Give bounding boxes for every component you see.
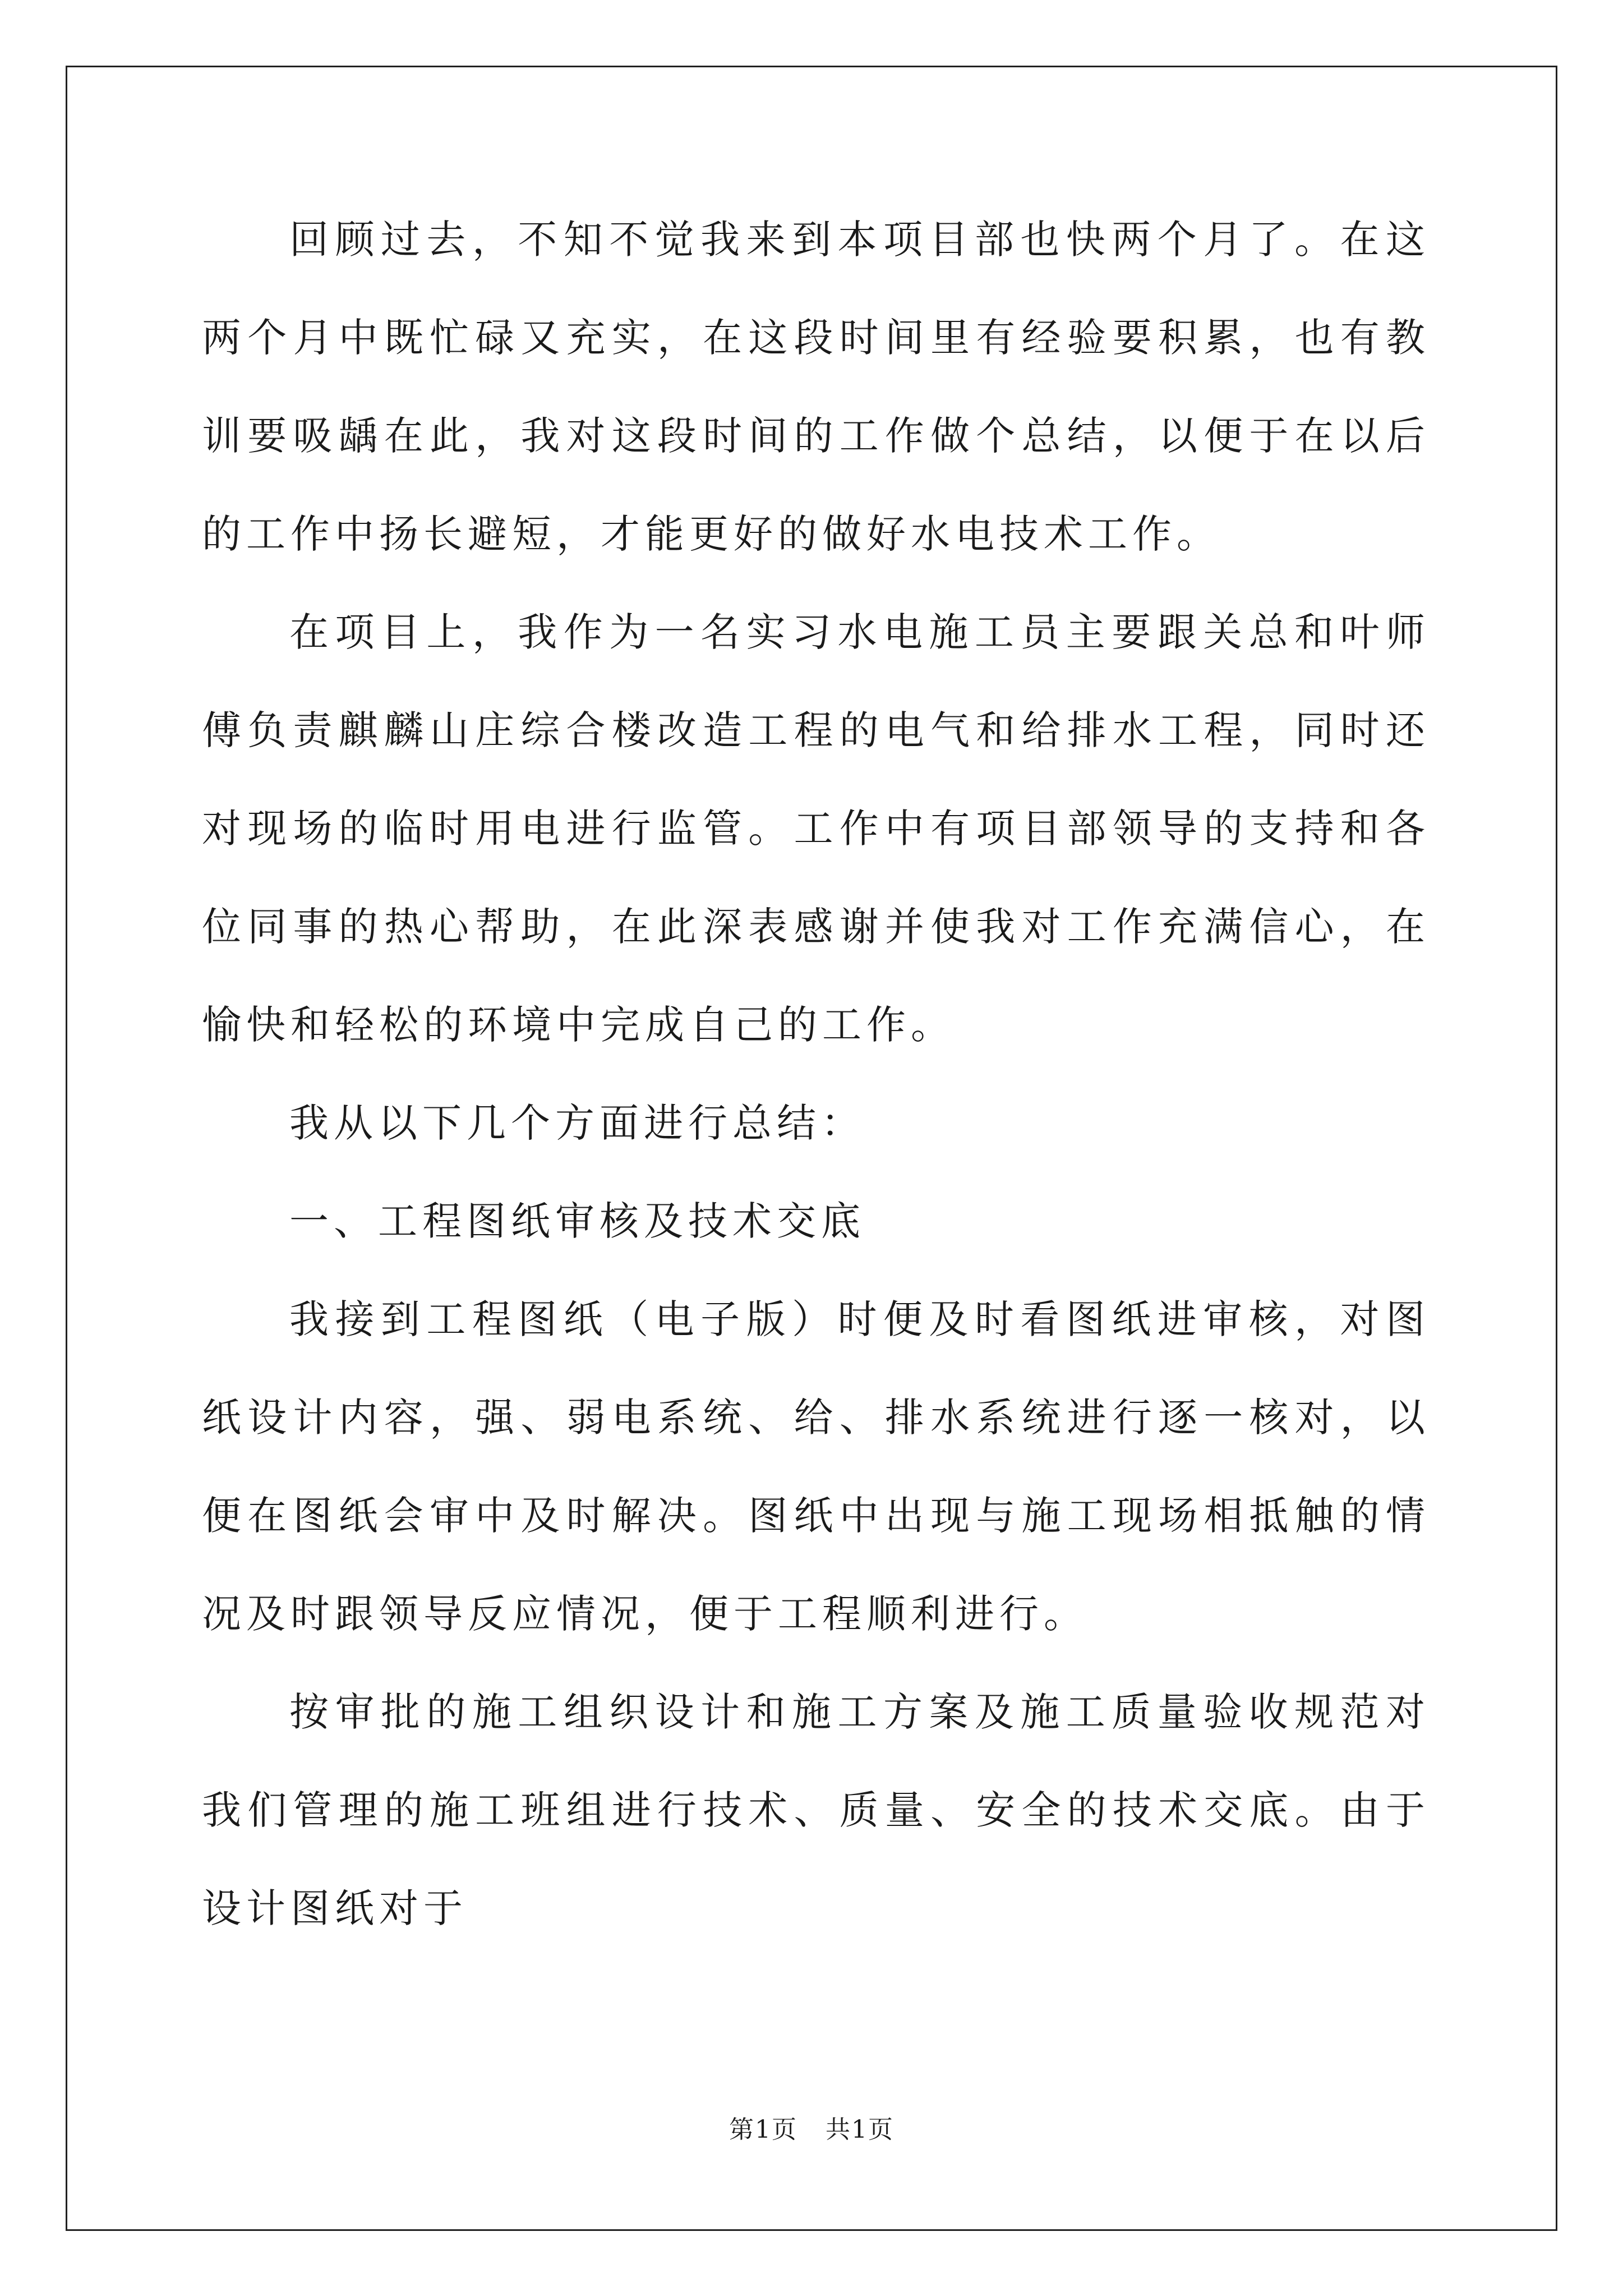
paragraph-drawing-review: 我接到工程图纸（电子版）时便及时看图纸进审核，对图纸设计内容，强、弱电系统、给、排水系统进行逐一核对，以便在图纸会审中及时解决。图纸中出现与施工现场相抵触的情况及时跟领导反应情况，便于工程顺利进行。	[202, 1296, 1430, 1637]
page-number: 第1页	[729, 2115, 797, 2144]
document-body	[202, 191, 1430, 1958]
section-heading-drawing-review: 一、工程图纸审核及技术交底	[289, 1198, 865, 1244]
paragraph-intro: 回顾过去，不知不觉我来到本项目部也快两个月了。在这两个月中既忙碌又充实，在这段时间里有经验要积累，也有教训要吸龋在此，我对这段时间的工作做个总结，以便于在以后的工作中扬长避短，才能更好的做好水电技术工作。	[202, 217, 1430, 557]
paragraph-technical-briefing: 按审批的施工组织设计和施工方案及施工质量验收规范对我们管理的施工班组进行技术、质量、安全的技术交底。由于设计图纸对于	[202, 1689, 1430, 1931]
page-footer	[0, 2109, 1623, 2145]
paragraph-summary-intro: 我从以下几个方面进行总结：	[289, 1100, 865, 1146]
paragraph-responsibilities: 在项目上，我作为一名实习水电施工员主要跟关总和叶师傅负责麒麟山庄综合楼改造工程的电气和给排水工程，同时还对现场的临时用电进行监管。工作中有项目部领导的支持和各位同事的热心帮助，在此深表感谢并使我对工作充满信心，在愉快和轻松的环境中完成自己的工作。	[202, 609, 1430, 1048]
page-total: 共1页	[826, 2115, 894, 2144]
